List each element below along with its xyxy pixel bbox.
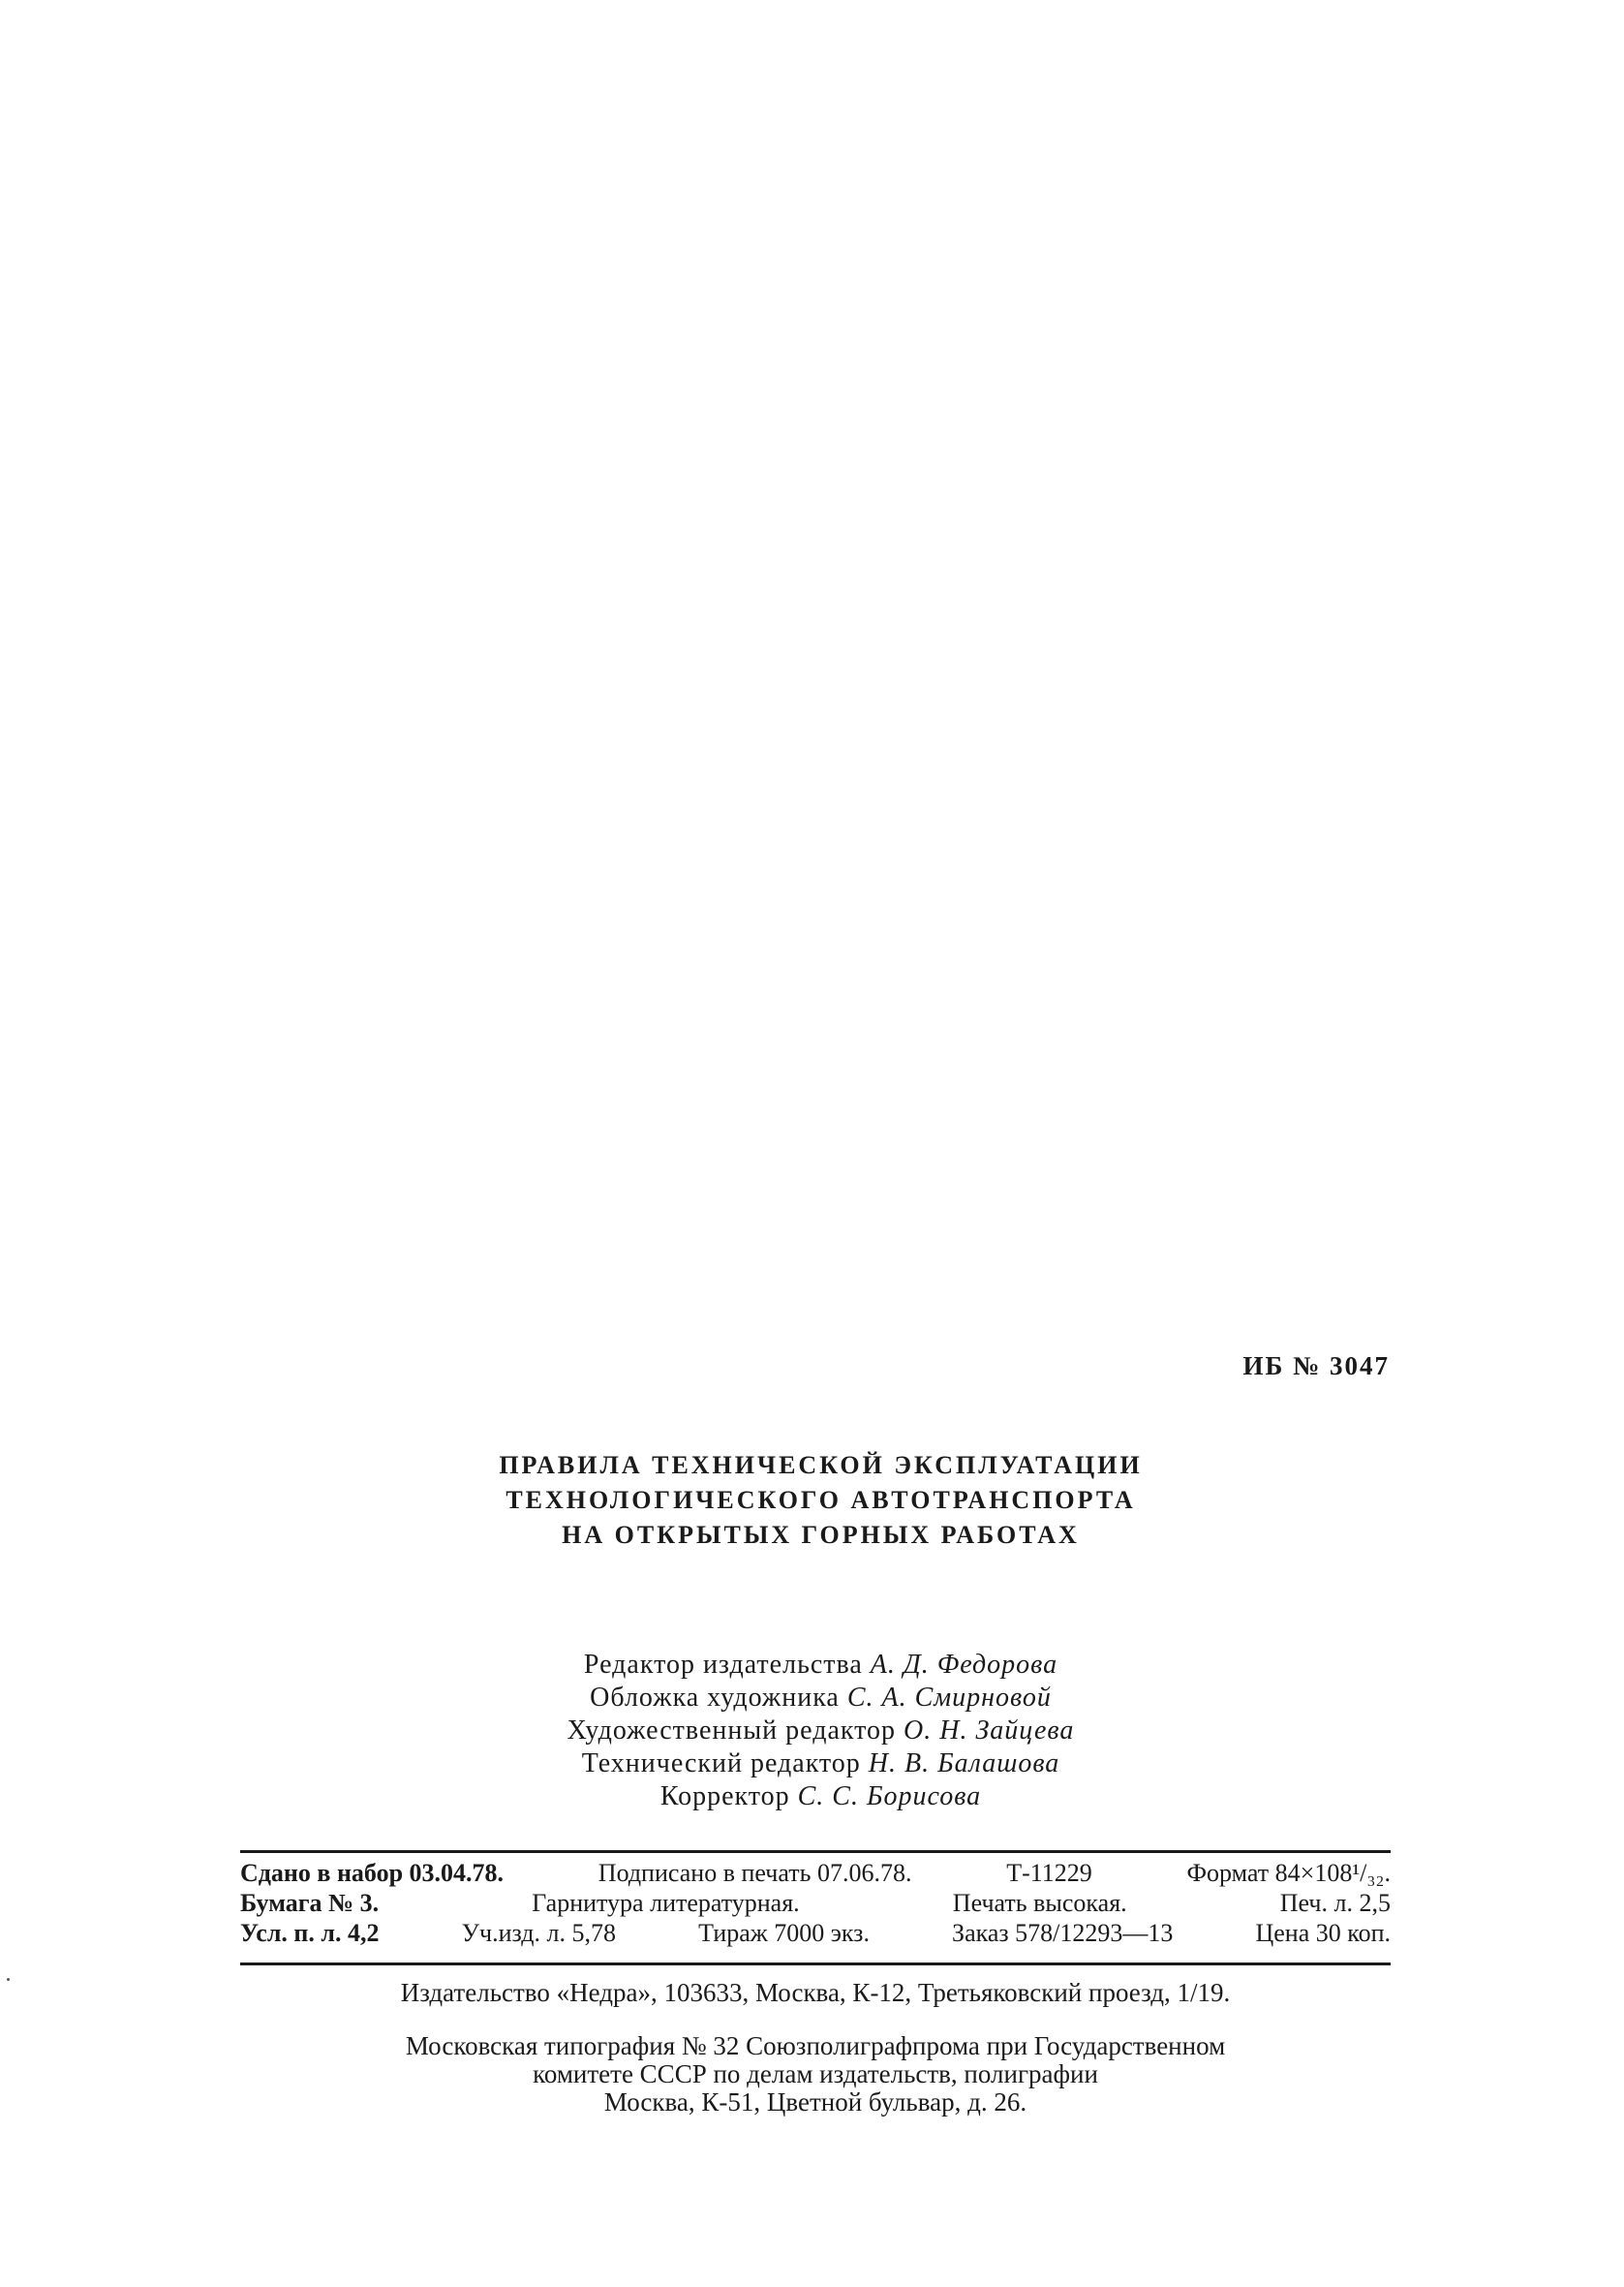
imprint-field: Цена 30 коп.	[1255, 1919, 1391, 1947]
credit-name: А. Д. Федорова	[870, 1650, 1058, 1680]
imprint-field: Бумага № 3.	[240, 1889, 380, 1917]
credit-role: Редактор издательства	[583, 1650, 863, 1680]
credit-name: С. С. Борисова	[797, 1781, 982, 1811]
top-divider	[240, 1850, 1391, 1853]
imprint-field: Сдано в набор 03.04.78.	[240, 1859, 505, 1887]
imprint-field: Усл. п. л. 4,2	[240, 1919, 380, 1947]
publisher-address: Издательство «Недра», 103633, Москва, К-12, Третьяковский проезд, 1/19.	[400, 1978, 1231, 2007]
title-line: НА ОТКРЫТЫХ ГОРНЫХ РАБОТАХ	[562, 1521, 1080, 1549]
imprint-field: Формат 84×108¹/₃₂.	[1186, 1859, 1391, 1887]
imprint-field: Уч.изд. л. 5,78	[461, 1919, 616, 1947]
credit-technical-editor	[320, 1747, 1322, 1780]
credit-proofreader	[320, 1780, 1322, 1813]
title-line: ТЕХНОЛОГИЧЕСКОГО АВТОТРАНСПОРТА	[506, 1486, 1136, 1514]
imprint-field: Тираж 7000 экз.	[698, 1919, 870, 1947]
imprint-line	[240, 1918, 1391, 1948]
credit-name: Н. В. Балашова	[868, 1748, 1060, 1778]
bottom-divider	[240, 1962, 1391, 1965]
imprint-field: Печ. л. 2,5	[1279, 1889, 1391, 1917]
credit-role: Обложка художника	[590, 1683, 840, 1713]
printer-line: комитете СССР по делам издательств, полиграфии	[533, 2059, 1098, 2088]
credit-role: Технический редактор	[581, 1748, 861, 1778]
printer-info	[240, 2032, 1391, 2117]
credit-role: Художественный редактор	[567, 1715, 896, 1746]
printer-line: Московская типография № 32 Союзполиграфпрома при Государственном	[405, 2031, 1226, 2060]
credit-editor	[320, 1649, 1322, 1682]
print-imprint	[240, 1858, 1391, 1948]
credits-list	[320, 1649, 1322, 1813]
credit-art-editor	[320, 1715, 1322, 1747]
imprint-field: Гарнитура литературная.	[532, 1889, 800, 1917]
imprint-field: Заказ 578/12293—13	[952, 1919, 1174, 1947]
printer-line: Москва, К-51, Цветной бульвар, д. 26.	[603, 2087, 1027, 2117]
imprint-line	[240, 1888, 1391, 1918]
ib-number: ИБ № 3047	[1242, 1351, 1390, 1380]
title-line: ПРАВИЛА ТЕХНИЧЕСКОЙ ЭКСПЛУАТАЦИИ	[499, 1451, 1143, 1479]
imprint-line	[240, 1858, 1391, 1888]
credit-name: О. Н. Зайцева	[904, 1715, 1075, 1746]
book-title	[320, 1448, 1322, 1553]
credit-cover-artist	[320, 1682, 1322, 1715]
scan-speck	[7, 1978, 10, 1981]
credit-role: Корректор	[659, 1781, 790, 1811]
credit-name: С. А. Смирновой	[846, 1683, 1052, 1713]
imprint-field: Печать высокая.	[952, 1889, 1127, 1917]
imprint-field: Подписано в печать 07.06.78.	[598, 1859, 912, 1887]
imprint-field: Т-11229	[1006, 1859, 1092, 1887]
